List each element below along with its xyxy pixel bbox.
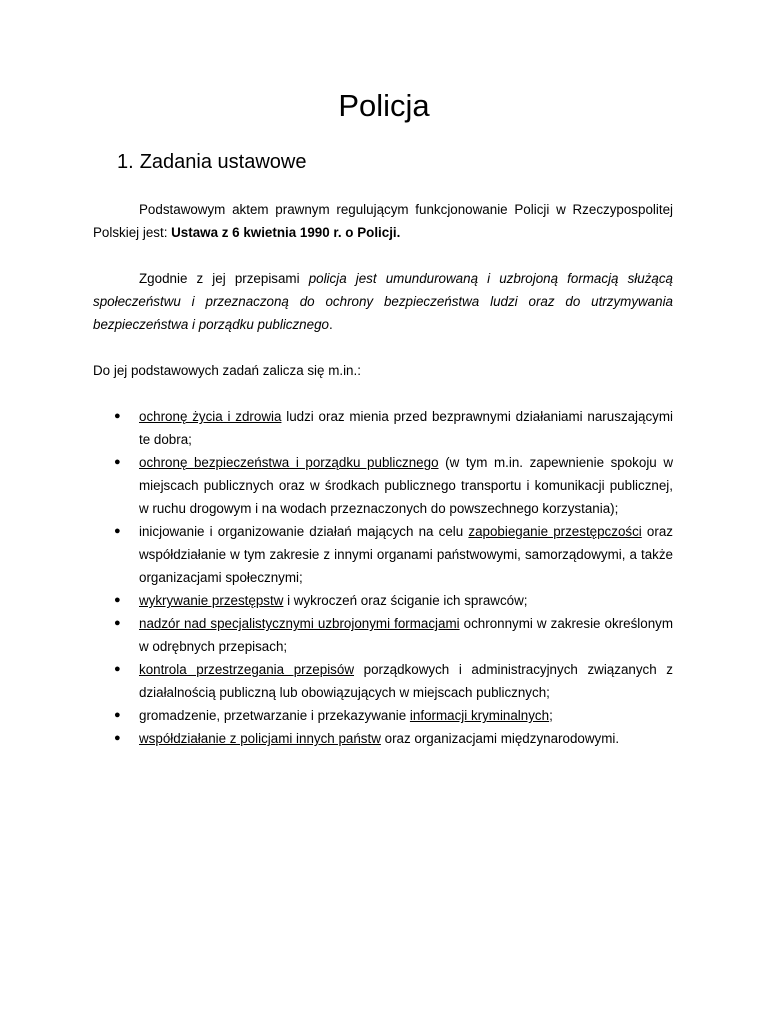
- task-keyword: ochronę życia i zdrowia: [139, 409, 282, 424]
- task-list-item: [93, 520, 673, 589]
- task-keyword: informacji kryminalnych: [409, 708, 550, 723]
- bullet-icon: ●: [114, 525, 121, 537]
- bullet-icon: ●: [114, 732, 121, 744]
- task-text: inicjowanie i organizowanie działań mających na celu: [139, 524, 469, 539]
- section-title: Zadania ustawowe: [139, 151, 307, 173]
- task-list-item: [93, 658, 673, 704]
- definition-quote: policja jest umundurowaną i uzbrojoną formacją służącą społeczeństwu i przeznaczoną do ochrony bezpieczeństwa ludzi oraz do utrzymywania bezpieczeństwa i porządku publicznego: [93, 271, 674, 332]
- task-text: oraz współdziałanie w tym zakresie z innymi organami państwowymi, samorządowymi, a także organizacjami społecznymi;: [139, 524, 673, 585]
- paragraph-tasks-intro: Do jej podstawowych zadań zalicza się m.in.:: [93, 363, 361, 378]
- task-text: ;: [549, 708, 553, 723]
- task-text: gromadzenie, przetwarzanie i przekazywanie: [139, 708, 410, 723]
- task-list-item: [93, 704, 673, 727]
- task-keyword: nadzór nad specjalistycznymi uzbrojonymi formacjami: [139, 616, 460, 631]
- bullet-icon: ●: [114, 456, 121, 468]
- paragraph-text: Podstawowym aktem prawnym regulującym funkcjonowanie Policji w Rzeczypospolitej Polskiej jest:: [93, 202, 673, 240]
- bullet-icon: ●: [114, 594, 121, 606]
- paragraph-legal-basis: [93, 198, 673, 244]
- task-keyword: kontrola przestrzegania przepisów: [139, 662, 354, 677]
- bullet-icon: ●: [114, 709, 121, 721]
- task-text: ochronnymi w zakresie określonym w odrębnych przepisach;: [139, 616, 674, 654]
- task-text: porządkowych i administracyjnych związanych z działalnością publiczną lub obowiązujących w miejscach publicznych;: [139, 662, 673, 700]
- task-list-item: [93, 589, 673, 612]
- spacer: [93, 382, 673, 405]
- paragraph-definition: [93, 267, 673, 336]
- spacer: [93, 244, 673, 267]
- paragraph-text: Zgodnie z jej przepisami: [139, 271, 309, 286]
- task-text: (w tym m.in. zapewnienie spokoju w miejscach publicznych oraz w środkach publicznego transportu i komunikacji publicznej, w ruchu drogowym i na wodach przeznaczonych do powszechnego korzystania);: [139, 455, 673, 516]
- bullet-icon: ●: [114, 410, 121, 422]
- bullet-icon: ●: [114, 617, 121, 629]
- bullet-icon: ●: [114, 663, 121, 675]
- spacer: [93, 336, 673, 359]
- task-list: [93, 405, 673, 750]
- task-keyword: zapobieganie przestępczości: [468, 524, 642, 539]
- task-list-item: [93, 727, 673, 750]
- task-list-item: [93, 612, 673, 658]
- task-list-item: [93, 451, 673, 520]
- task-keyword: ochronę bezpieczeństwa i porządku publicznego: [139, 455, 439, 470]
- page-title: Policja: [338, 88, 430, 123]
- act-name: Ustawa z 6 kwietnia 1990 r. o Policji.: [171, 225, 401, 240]
- paragraph-end: .: [328, 317, 333, 332]
- section-number: 1.: [117, 151, 134, 173]
- section-heading: [117, 149, 306, 175]
- task-list-item: [93, 405, 673, 451]
- document-body: [93, 198, 673, 750]
- task-keyword: współdziałanie z policjami innych państw: [139, 731, 381, 746]
- task-text: oraz organizacjami międzynarodowymi.: [380, 731, 620, 746]
- task-text: i wykroczeń oraz ściganie ich sprawców;: [283, 593, 528, 608]
- task-keyword: wykrywanie przestępstw: [139, 593, 284, 608]
- task-text: ludzi oraz mienia przed bezprawnymi działaniami naruszającymi te dobra;: [139, 409, 673, 447]
